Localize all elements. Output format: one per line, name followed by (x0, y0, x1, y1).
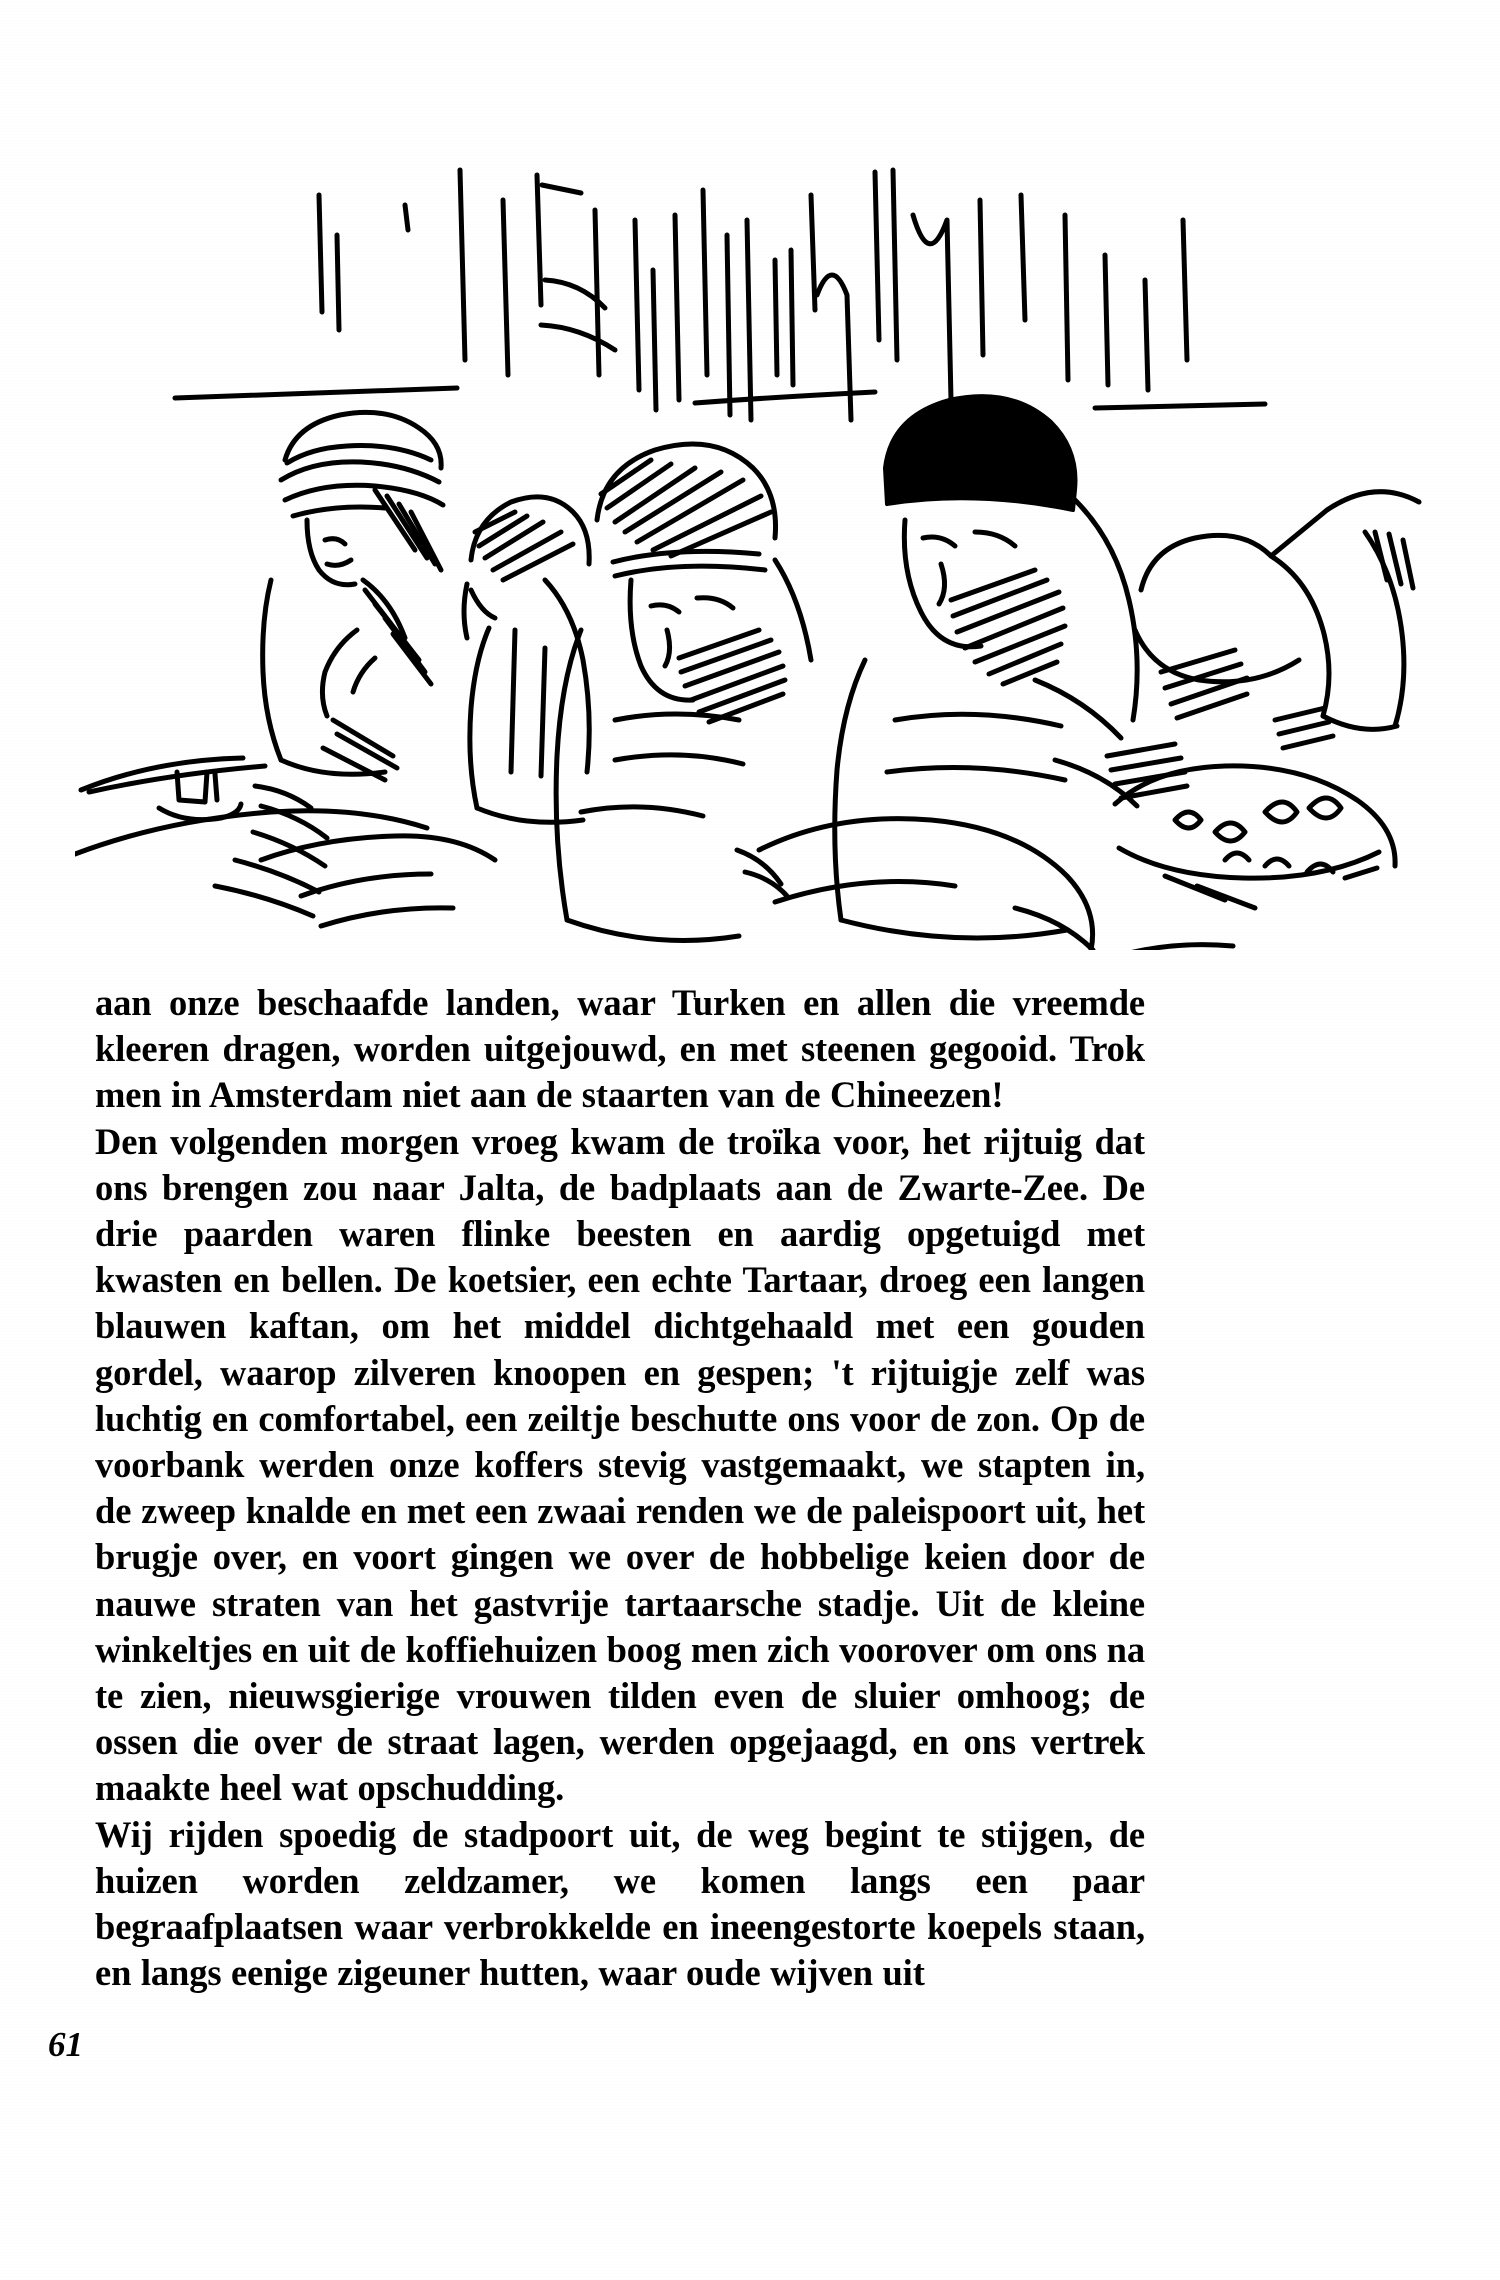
foreground-robe (759, 819, 1233, 950)
hanging-background-strokes (319, 170, 1187, 420)
paragraph-3: Wij rijden spoedig de stadpoort uit, de weg begint te stijgen, de huizen worden zeldzamer, we komen langs een paar begraafplaatsen waar verbrokkelde en ineengestorte koepels staan, en langs eenige zigeuner hutten, waar oude wijven uit (95, 1813, 1145, 1994)
paragraph-2: Den volgenden morgen vroeg kwam de troïka voor, het rijtuig dat ons brengen zou naar Jalta, de badplaats aan de Zwarte-Zee. De drie paarden waren flinke beesten en aardig opgetuigd met kwasten en bellen. De koetsier, een echte Tartaar, droeg een langen blauwen kaftan, om het middel dichtgehaald met een gouden gordel, waarop zilveren knoopen en gespen; 't rijtuigje zelf was luchtig en comfortabel, een zeiltje beschutte ons voor de zon. Op de voorbank werden onze koffers stevig vastgemaakt, we stapten in, de zweep knalde en met een zwaai renden we de paleispoort uit, het brugje over, en voort gingen we over de hobbelige keien door de nauwe straten van het gastvrije tartaarsche stadje. Uit de kleine winkeltjes en uit de koffiehuizen boog men zich voorover om ons na te zien, nieuwsgierige vrouwen tilden even de sluier omhoog; de ossen die over de straat lagen, werden opgejaagd, en ons vertrek maakte heel wat opschudding. (95, 1120, 1145, 1809)
floor-contour-lines (75, 758, 495, 926)
draped-bundles-right (1115, 492, 1419, 908)
body-text (95, 980, 1145, 1996)
turbaned-figure-center (556, 444, 811, 940)
illustration (75, 160, 1435, 950)
turbaned-figure-left (263, 412, 443, 780)
wall-ledge-line (175, 388, 1265, 408)
coffee-cups-foreground (159, 772, 1115, 950)
paragraph-1: aan onze beschaafde landen, waar Turken en allen die vreemde kleeren dragen, worden uitgejouwd, en met steenen gegooid. Trok men in Amsterdam niet aan de staarten van de Chineezen! (95, 982, 1145, 1116)
page-number: 61 (48, 2025, 83, 2064)
